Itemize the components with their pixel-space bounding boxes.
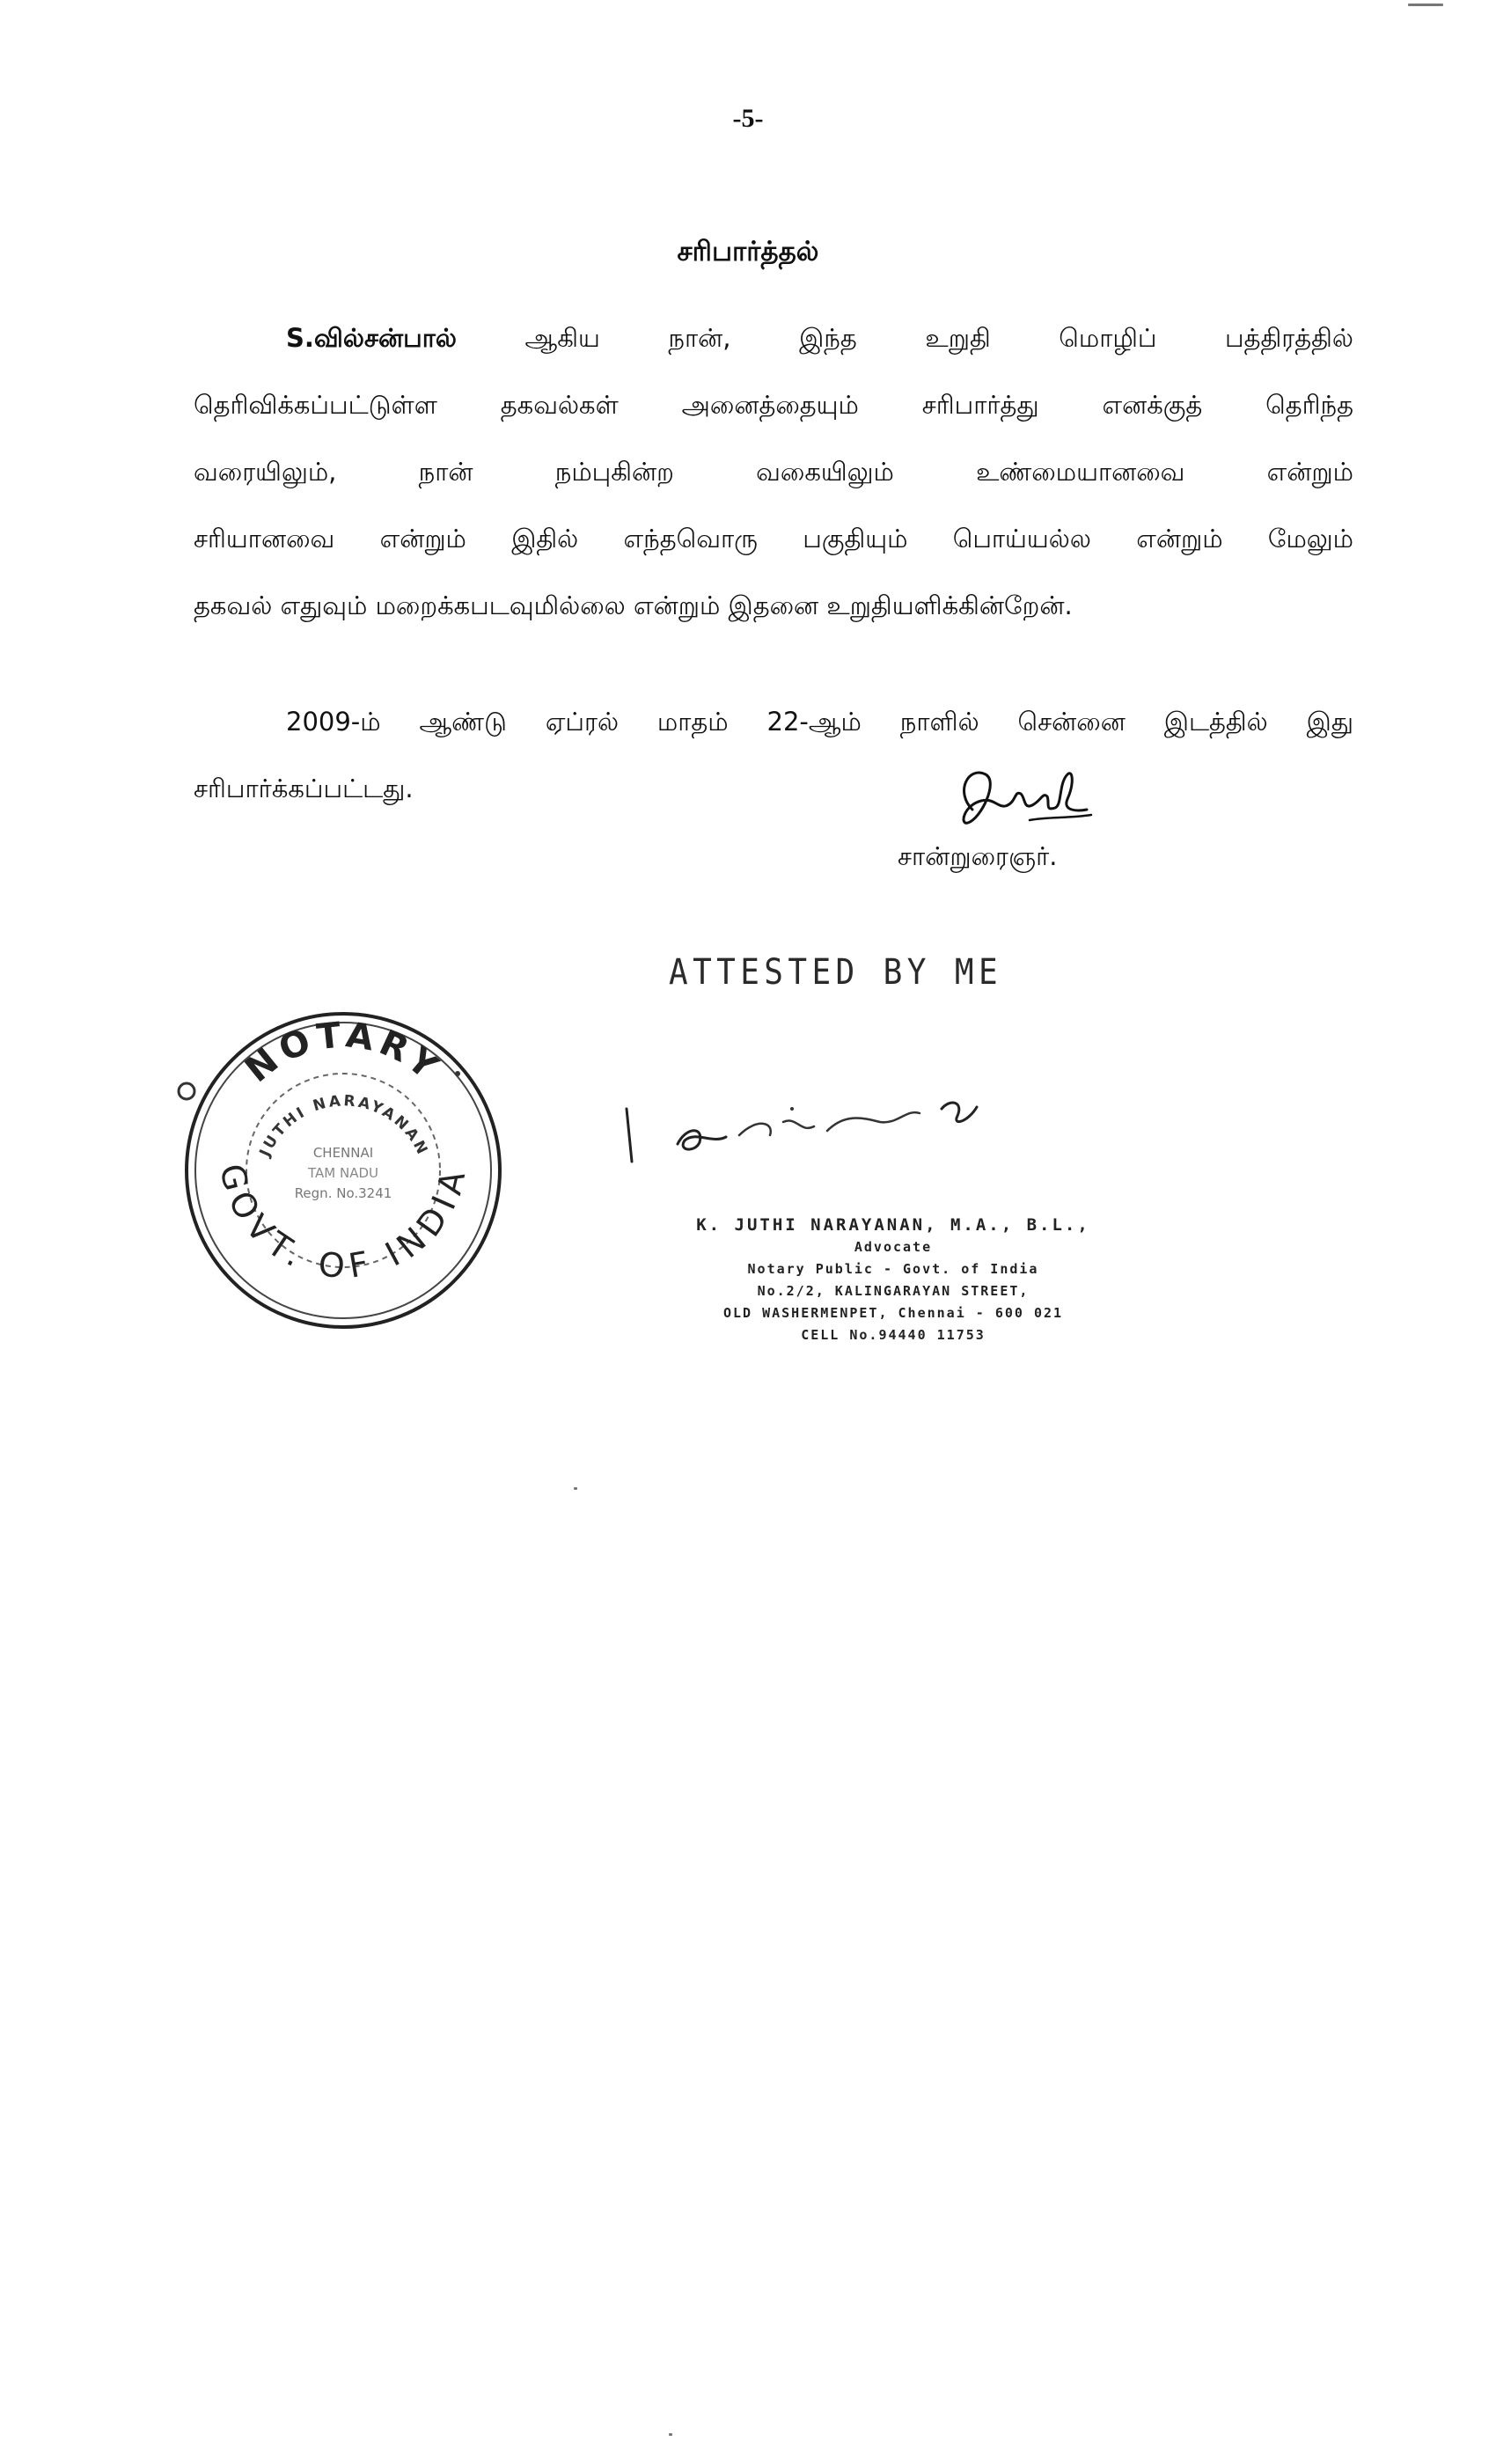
verification-line-2: தெரிவிக்கப்பட்டுள்ள தகவல்கள் அனைத்தையும் சரிபார்த்து எனக்குத் தெரிந்த: [194, 390, 1353, 420]
svg-text:GOVT. OF INDIA: GOVT. OF INDIA: [211, 1160, 474, 1287]
deponent-label: சான்றுரைஞர்.: [898, 841, 1058, 871]
verification-line-3: வரையிலும், நான் நம்புகின்ற வகையிலும் உண்மையானவை என்றும்: [194, 457, 1353, 487]
notary-address-line-1: No.2/2, KALINGARAYAN STREET,: [757, 1283, 1030, 1299]
verification-line-4: சரியானவை என்றும் இதில் எந்தவொரு பகுதியும் பொய்யல்ல என்றும் மேலும்: [194, 524, 1353, 554]
place-date-line-1: 2009-ம் ஆண்டு ஏப்ரல் மாதம் 22-ஆம் நாளில் சென்னை இடத்தில் இது: [286, 707, 1353, 737]
deponent-name: S.வில்சன்பால்: [286, 323, 457, 353]
scan-speck: [574, 1487, 577, 1490]
svg-text:NOTARY: NOTARY: [238, 1015, 450, 1091]
deponent-signature: [946, 757, 1104, 845]
notary-designation: Advocate: [854, 1239, 933, 1255]
svg-text:CHENNAI: CHENNAI: [312, 1145, 374, 1161]
svg-text:Regn. No.3241: Regn. No.3241: [294, 1185, 392, 1201]
verification-line-5: தகவல் எதுவும் மறைக்கபடவுமில்லை என்றும் இதனை உறுதியளிக்கின்றேன்.: [194, 590, 1073, 620]
svg-text:TAM NADU: TAM NADU: [308, 1165, 378, 1181]
scan-speck: [669, 2433, 672, 2436]
svg-text:JUTHI NARAYANAN: JUTHI NARAYANAN: [256, 1092, 432, 1160]
verification-line-1: S.வில்சன்பால் ஆகிய நான், இந்த உறுதி மொழிப் பத்திரத்தில்: [286, 323, 1353, 353]
notary-name: K. JUTHI NARAYANAN, M.A., B.L.,: [696, 1215, 1090, 1235]
attested-by-me-stamp: ATTESTED BY ME: [669, 952, 1003, 993]
page-heading: சரிபார்த்தல்: [677, 236, 819, 268]
notary-signature: [616, 1082, 1021, 1179]
notary-address-line-2: OLD WASHERMENPET, Chennai - 600 021: [722, 1305, 1064, 1321]
notary-title: Notary Public - Govt. of India: [747, 1261, 1039, 1277]
notary-phone: CELL No.94440 11753: [801, 1327, 986, 1343]
page-number: -5-: [732, 104, 764, 133]
place-date-paragraph: [194, 688, 1353, 822]
place-date-line-2: சரிபார்க்கப்பட்டது.: [194, 774, 414, 803]
notary-seal-image: [167, 986, 519, 1338]
verification-paragraph: [194, 304, 1353, 639]
scan-speck: [1408, 4, 1443, 6]
notary-address-stamp: [664, 1214, 1122, 1346]
